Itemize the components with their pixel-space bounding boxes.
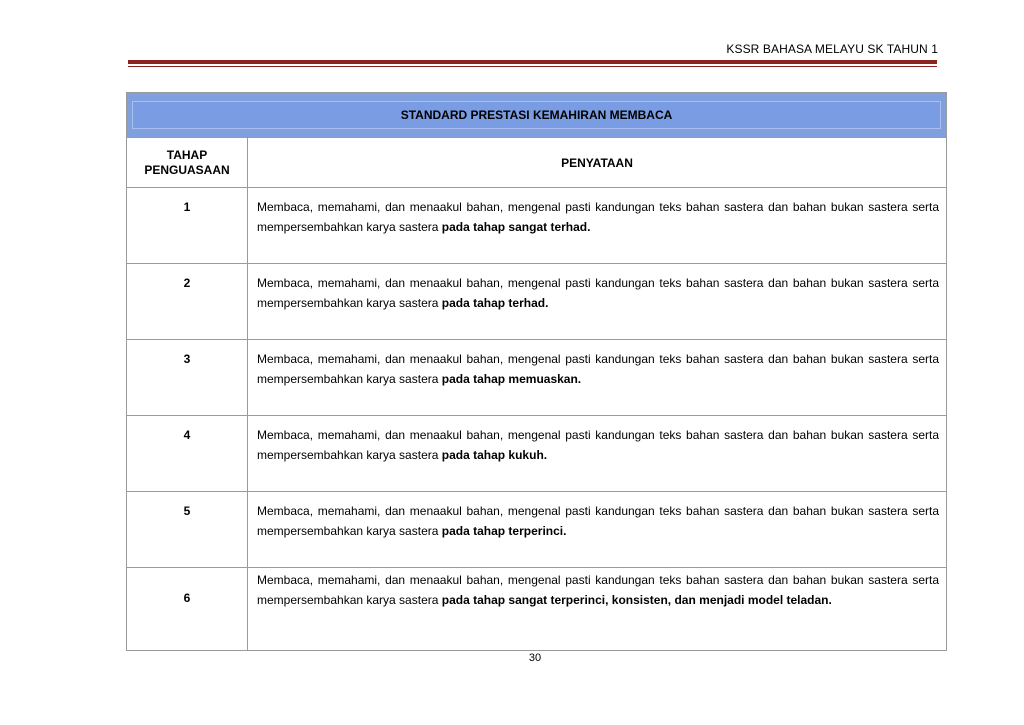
statement-text: Membaca, memahami, dan menaakul bahan, mengenal pasti kandungan teks bahan sastera dan bahan bukan sastera serta mempersembahkan karya sastera bbox=[257, 352, 939, 386]
statement-text: Membaca, memahami, dan menaakul bahan, mengenal pasti kandungan teks bahan sastera dan bahan bukan sastera serta mempersembahkan karya sastera bbox=[257, 504, 939, 538]
statement-cell bbox=[248, 188, 947, 264]
level-cell: 5 bbox=[127, 492, 248, 568]
statement-text: Membaca, memahami, dan menaakul bahan, mengenal pasti kandungan teks bahan sastera dan bahan bukan sastera serta mempersembahkan karya sastera bbox=[257, 428, 939, 462]
table-row bbox=[127, 340, 947, 416]
column-header-pernyataan: PENYATAAN bbox=[248, 138, 947, 188]
level-cell: 4 bbox=[127, 416, 248, 492]
performance-standard-table bbox=[126, 92, 947, 651]
statement-emphasis: pada tahap terhad. bbox=[441, 296, 549, 310]
running-header-title: KSSR BAHASA MELAYU SK TAHUN 1 bbox=[726, 42, 938, 56]
table-row bbox=[127, 492, 947, 568]
table-row bbox=[127, 264, 947, 340]
statement-text: Membaca, memahami, dan menaakul bahan, mengenal pasti kandungan teks bahan sastera dan bahan bukan sastera serta mempersembahkan karya sastera bbox=[257, 276, 939, 310]
column-header-tahap-line2: PENGUASAAN bbox=[144, 163, 230, 177]
statement-cell bbox=[248, 264, 947, 340]
statement-emphasis: pada tahap memuaskan. bbox=[441, 372, 582, 386]
statement-text: Membaca, memahami, dan menaakul bahan, mengenal pasti kandungan teks bahan sastera dan bahan bukan sastera serta mempersembahkan karya sastera bbox=[257, 573, 939, 607]
table-header-row bbox=[127, 138, 947, 188]
level-cell: 1 bbox=[127, 188, 248, 264]
table-title-row bbox=[127, 93, 947, 138]
page-number: 30 bbox=[528, 652, 542, 664]
statement-emphasis: pada tahap sangat terperinci, konsisten, dan menjadi model teladan. bbox=[441, 593, 832, 607]
table-row bbox=[127, 188, 947, 264]
statement-cell bbox=[248, 340, 947, 416]
statement-cell bbox=[248, 416, 947, 492]
statement-text: Membaca, memahami, dan menaakul bahan, mengenal pasti kandungan teks bahan sastera dan bahan bukan sastera serta mempersembahkan karya sastera bbox=[257, 200, 939, 234]
statement-cell bbox=[248, 568, 947, 651]
statement-emphasis: pada tahap terperinci. bbox=[441, 524, 567, 538]
column-header-tahap-line1: TAHAP bbox=[166, 148, 208, 162]
statement-cell bbox=[248, 492, 947, 568]
header-rule-thick bbox=[128, 60, 937, 64]
table-row bbox=[127, 416, 947, 492]
level-cell: 3 bbox=[127, 340, 248, 416]
table-title-cell bbox=[127, 93, 947, 138]
header-rule-thin bbox=[128, 66, 937, 67]
statement-emphasis: pada tahap sangat terhad. bbox=[441, 220, 591, 234]
column-header-tahap bbox=[127, 138, 248, 188]
statement-emphasis: pada tahap kukuh. bbox=[441, 448, 548, 462]
table-row bbox=[127, 568, 947, 651]
level-cell: 6 bbox=[127, 568, 248, 651]
table-title: STANDARD PRESTASI KEMAHIRAN MEMBACA bbox=[132, 101, 941, 129]
level-cell: 2 bbox=[127, 264, 248, 340]
